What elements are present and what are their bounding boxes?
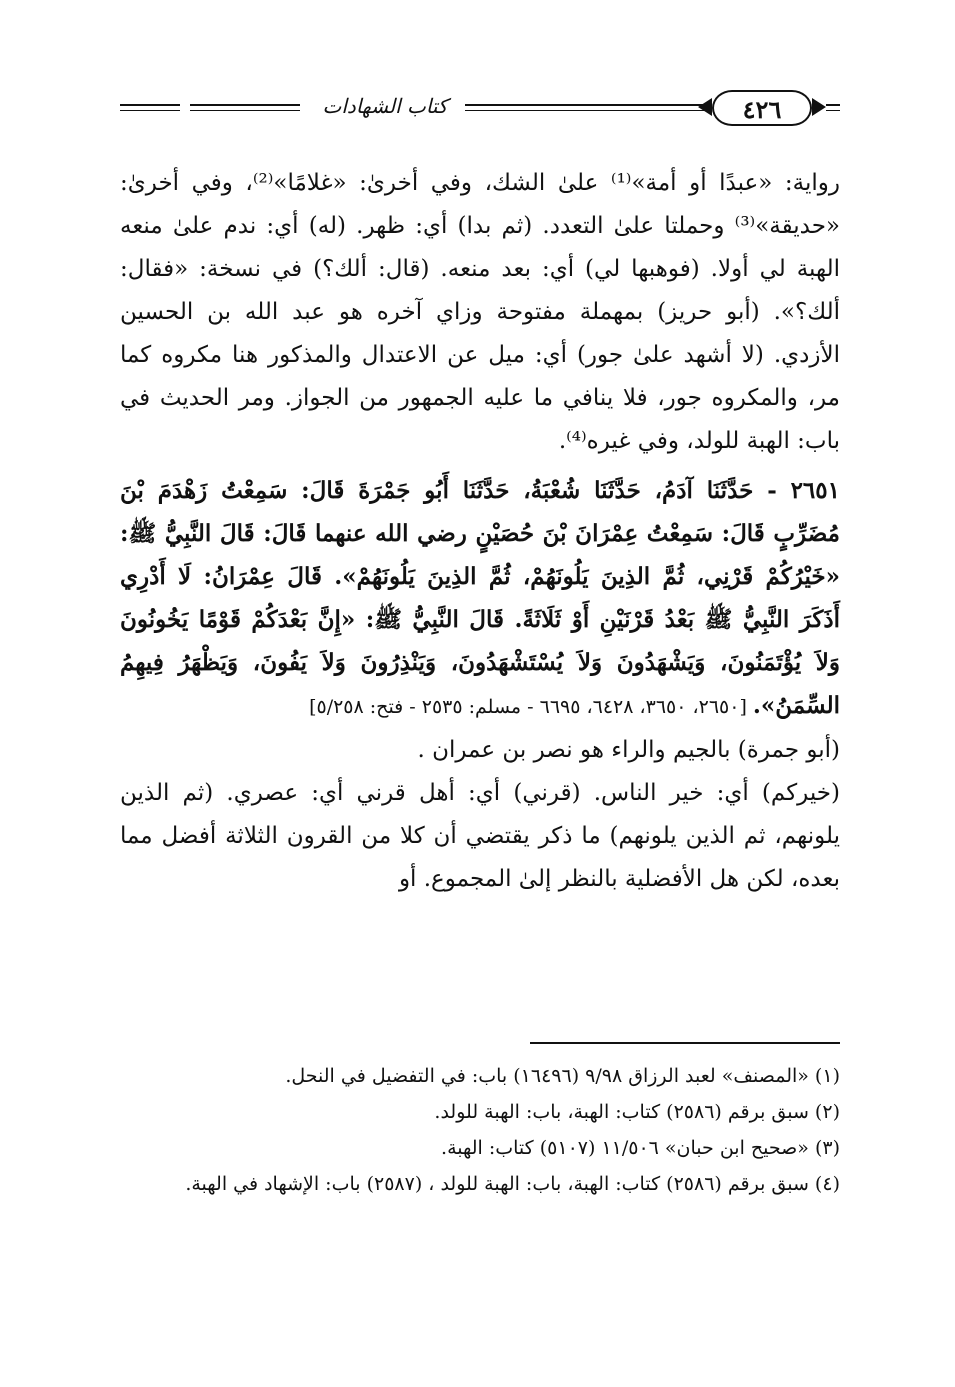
commentary-paragraph-2: (خيركم) أي: خير الناس. (قرني) أي: أهل قرني أي: عصري. (ثم الذين يلونهم، ثم الذين يلونهم) ما ذكر يقتضي أن كلا من القرون الثلاثة أفضل مما بعده، لكن هل الأفضلية بالنظر إلىٰ المجموع. أو — [120, 780, 840, 892]
footnote-2: (٢) سبق برقم (٢٥٨٦) كتاب: الهبة، باب: الهبة للولد. — [434, 1101, 840, 1123]
header-rule-mid-bottom — [190, 110, 300, 111]
page-header — [120, 88, 840, 132]
footnote-4: (٤) سبق برقم (٢٥٨٦) كتاب: الهبة، باب: الهبة للولد ، (٢٥٨٧) باب: الإشهاد في الهبة. — [185, 1173, 840, 1195]
header-rule-right-top — [465, 104, 705, 106]
footnote-1: (١) «المصنف» لعبد الرزاق ٩/٩٨ (١٦٤٩٦) باب: في التفضيل في النحل. — [285, 1065, 840, 1087]
narrator-note: (أبو جمرة) بالجيم والراء هو نصر بن عمران . — [417, 737, 840, 763]
hadith-reference: [٢٦٥٠، ٣٦٥٠، ٦٤٢٨، ٦٦٩٥ - مسلم: ٢٥٣٥ - فتح: ٥/٢٥٨] — [309, 696, 753, 718]
hadith-body: ٢٦٥١ - حَدَّثَنَا آدَمُ، حَدَّثَنَا شُعْبَةُ، حَدَّثَنَا أَبُو جَمْرَةَ قَالَ: سَمِعْتُ زَهْدَمَ بْنَ مُضَرِّبٍ قَالَ: سَمِعْتُ عِمْرَانَ بْنَ حُصَيْنٍ رضي الله عنهما قَالَ: قَالَ النَّبِيُّ ﷺ: «خَيْرُكُمْ قَرْنِي، ثُمَّ الذِينَ يَلُونَهُمْ، ثُمَّ الذِينَ يَلُونَهُمْ». قَالَ عِمْرَانُ: لَا أَدْرِي أَذَكَرَ النَّبِيُّ ﷺ بَعْدُ قَرْنَيْنِ أَوْ ثَلَاثَةً. قَالَ النَّبِيُّ ﷺ: «إِنَّ بَعْدَكُمْ قَوْمًا يَخُونُونَ وَلاَ يُؤْتَمَنُونَ، وَيَشْهَدُونَ وَلاَ يُسْتَشْهَدُونَ، وَيَنْذِرُونَ وَلاَ يَفُونَ، وَيَظْهَرُ فِيهِمُ السِّمَنُ». — [120, 477, 840, 719]
header-rule-left-bottom — [120, 110, 180, 111]
header-rule-end-bottom — [826, 110, 840, 111]
footnotes — [120, 1058, 840, 1202]
page-number: ٤٢٦ — [712, 90, 812, 126]
footnote-3: (٣) «صحيح ابن حبان» ١١/٥٠٦ (٥١٠٧) كتاب: الهبة. — [441, 1137, 840, 1159]
header-rule-end-top — [826, 104, 840, 106]
header-rule-mid-top — [190, 104, 300, 106]
page-number-arrow-right — [812, 98, 826, 116]
book-title: كتاب الشهادات — [322, 94, 448, 118]
page-number-arrow-left — [698, 98, 712, 116]
main-text — [120, 162, 840, 901]
header-rule-left-top — [120, 104, 180, 106]
hadith-text — [120, 469, 840, 729]
commentary-paragraph: رواية: «عبدًا أو أمة»⁽¹⁾ علىٰ الشك، وفي أخرىٰ: «غلامًا»⁽²⁾، وفي أخرىٰ: «حديقة»⁽³⁾ وحملتا علىٰ التعدد. (ثم بدا) أي: ظهر. (له) أي: ندم علىٰ منعه الهبة لي أولا. (فوهبها لي) أي: بعد منعه. (قال: ألك؟) في نسخة: «فقال: ألك؟». (أبو حريز) بمهملة مفتوحة وزاي آخره هو عبد الله بن الحسين الأزدي. (لا أشهد علىٰ جور) أي: ميل عن الاعتدال والمذكور هنا مكروه كما مر، والمكروه جور، فلا ينافي ما عليه الجمهور من الجواز. ومر الحديث في باب: الهبة للولد، وفي غيره⁽⁴⁾. — [120, 170, 840, 454]
header-rule-right-bottom — [465, 110, 705, 111]
footnote-separator — [530, 1042, 840, 1044]
